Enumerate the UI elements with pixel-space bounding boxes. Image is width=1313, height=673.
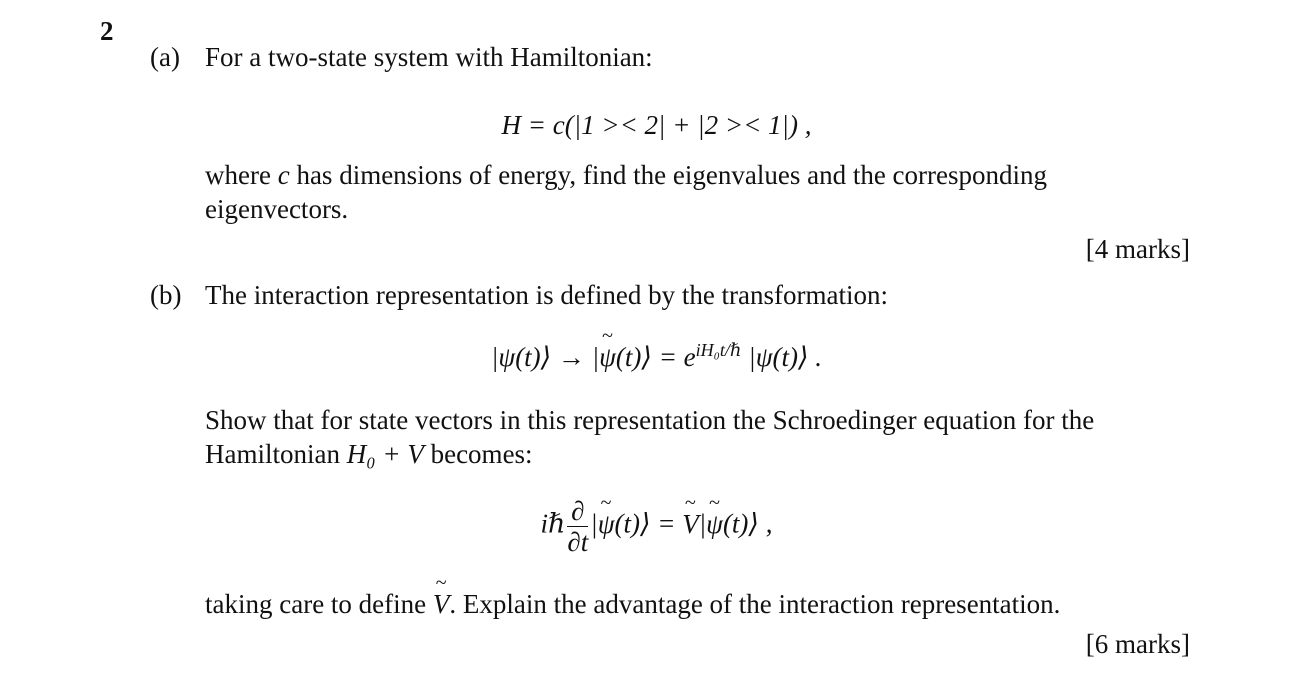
closing-post: . Explain the advantage of the interaction representation. xyxy=(449,589,1061,619)
part-b-intro: The interaction representation is defined by the transformation: xyxy=(205,280,889,310)
partial-derivative-fraction xyxy=(567,496,588,557)
part-a-body-line1 xyxy=(205,160,1047,191)
closing-v-tilde: V ~ xyxy=(433,589,450,620)
part-b-label: (b) xyxy=(150,280,182,310)
question-number: 2 xyxy=(100,16,114,46)
eq2-rhs-open: | xyxy=(698,508,707,539)
part-a-equation xyxy=(0,110,1313,141)
part-b-marks: [6 marks] xyxy=(1085,629,1190,659)
part-a-body-post: has dimensions of energy, find the eigenvalues and the corresponding xyxy=(289,160,1048,190)
part-b-body-line2 xyxy=(205,439,533,470)
eq1-mid: (t)⟩ = e xyxy=(615,342,696,372)
part-b-body-line1: Show that for state vectors in this representation the Schroedinger equation for the xyxy=(205,405,1095,435)
schroedinger-equation xyxy=(0,496,1313,557)
part-a-marks: [4 marks] xyxy=(1085,234,1190,264)
part-a-body-pre: where xyxy=(205,160,278,190)
part-b-body-pre: Hamiltonian xyxy=(205,439,347,469)
eq1-rhs: |ψ(t)⟩ . xyxy=(741,342,822,372)
eq1-lhs: |ψ(t)⟩ → | xyxy=(491,342,600,372)
part-a-intro: For a two-state system with Hamiltonian: xyxy=(205,42,653,72)
eq1-exponent: iH₀t/ℏ xyxy=(695,340,742,360)
eq2-v-tilde: V ~ xyxy=(682,509,699,540)
eq2-psi-tilde-rhs: ψ ~ xyxy=(706,509,723,540)
eq2-lhs-close: (t)⟩ = xyxy=(614,508,683,539)
transformation-equation xyxy=(0,342,1313,373)
part-b-closing xyxy=(205,589,1060,620)
eq2-lhs-open: | xyxy=(590,508,598,539)
frac-denominator: ∂t xyxy=(567,527,589,557)
part-a-body-var: c xyxy=(277,160,290,190)
eq1-psi-tilde: ψ ~ xyxy=(599,342,616,373)
eq2-rhs-close: (t)⟩ , xyxy=(722,508,773,539)
part-a-body-line2: eigenvectors. xyxy=(205,194,349,224)
eq2-psi-tilde-lhs: ψ ~ xyxy=(598,509,615,540)
part-b-body-math: H₀ + V xyxy=(346,439,424,469)
part-b-body-post: becomes: xyxy=(423,439,533,469)
eq2-prefix: iℏ xyxy=(540,508,566,539)
hamiltonian-equation: H = c(|1 >< 2| + |2 >< 1|) , xyxy=(501,110,812,140)
part-a-label: (a) xyxy=(150,42,180,72)
frac-numerator: ∂ xyxy=(567,496,588,527)
closing-pre: taking care to define xyxy=(205,589,433,619)
